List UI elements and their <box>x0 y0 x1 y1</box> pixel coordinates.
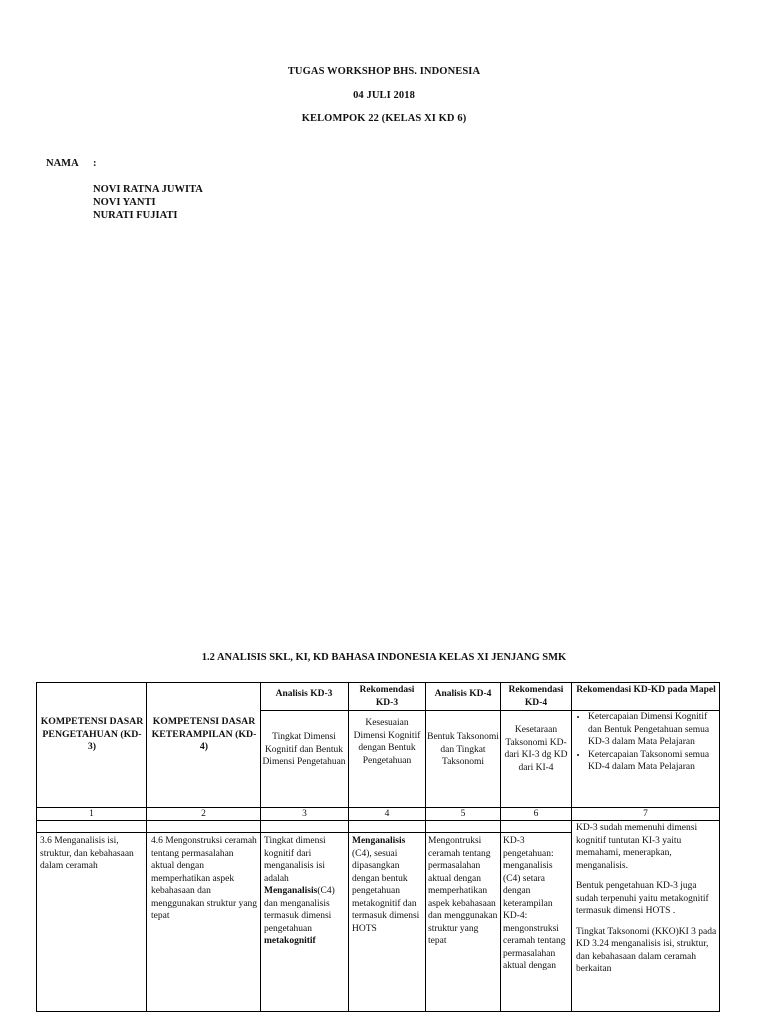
kd4-cell: 4.6 Mengonstruksi ceramah tentang permasalahan aktual dengan memperhatikan aspek kebahasaan dan menggunakan struktur yang tepat <box>151 836 258 921</box>
cell-text-bold: Menganalisis <box>352 836 406 846</box>
column-number: 6 <box>533 809 539 819</box>
analisis-kd4-cell: Mengontruksi ceramah tentang permasalahan aktual dengan memperhatikan aspek kebahasaan dan menggunakan struktur yang tepat <box>428 836 498 946</box>
section-title: 1.2 ANALISIS SKL, KI, KD BAHASA INDONESIA KELAS XI JENJANG SMK <box>201 652 567 663</box>
rekomendasi-kd4-cell: KD-3 pengetahuan: menganalisis (C4) setara dengan keterampilan KD-4: mengonstruksi ceramah tentang permasalahan aktual dengan <box>503 836 566 971</box>
kd3-cell: 3.6 Menganalisis isi, struktur, dan kebahasaan dalam ceramah <box>40 836 134 871</box>
column-number: 5 <box>460 809 466 819</box>
cell-text: (C4), sesuai dipasangkan dengan bentuk pengetahuan metakognitif dan termasuk dimensi HOTS <box>352 848 420 934</box>
header-analisis-kd4: Analisis KD-4 <box>434 689 492 699</box>
rekomendasi-mapel-cell <box>576 822 718 1011</box>
table-border-right <box>719 682 720 1012</box>
cell-text-bold: Menganalisis <box>264 886 318 896</box>
header-analisis-kd3: Analisis KD-3 <box>275 689 333 699</box>
table-border-bottom <box>36 1011 720 1012</box>
subheader-analisis-kd3: Tingkat Dimensi Kognitif dan Bentuk Dimensi Pengetahuan <box>262 732 346 767</box>
group-label: KELOMPOK 22 (KELAS XI KD 6) <box>301 113 467 124</box>
column-number: 1 <box>89 809 94 819</box>
table-divider <box>260 682 261 1012</box>
table-border-left <box>36 682 37 1012</box>
names-label: NAMA <box>46 158 79 169</box>
table-divider <box>500 682 501 1012</box>
paragraph: Bentuk pengetahuan KD-3 juga sudah terpenuhi yaitu metakognitif termasuk dimensi HOTS . <box>576 881 709 916</box>
paragraph: Tingkat Taksonomi (KKO)KI 3 pada KD 3.24 menganalisis isi, struktur, dan kebahasaan dalam ceramah berkaitan <box>576 926 717 974</box>
paragraph: KD-3 sudah memenuhi dimensi kognitif tuntutan KI-3 yaitu memahami, menerapkan, menganalisis. <box>576 823 698 871</box>
table-border-top <box>36 682 720 683</box>
header-kd3: KOMPETENSI DASAR PENGETAHUAN (KD-3) <box>40 716 144 752</box>
subheader-rekomendasi-mapel <box>574 711 718 807</box>
names-colon: : <box>93 158 97 169</box>
table-divider <box>36 832 572 833</box>
member-name: NOVI RATNA JUWITA <box>93 184 203 195</box>
table-divider <box>571 682 572 1012</box>
header-kd4: KOMPETENSI DASAR KETERAMPILAN (KD-4) <box>151 716 257 752</box>
subheader-analisis-kd4: Bentuk Taksonomi dan Tingkat Taksonomi <box>427 732 499 767</box>
table-divider <box>146 682 147 1012</box>
column-number: 7 <box>643 809 648 819</box>
cell-text: Tingkat dimensi kognitif dari menganalisis isi adalah <box>264 836 326 884</box>
member-name: NURATI FUJIATI <box>93 210 178 221</box>
member-list <box>93 183 203 222</box>
member-name: NOVI YANTI <box>93 197 156 208</box>
header-rekomendasi-mapel: Rekomendasi KD-KD pada Mapel <box>576 685 716 695</box>
column-number: 2 <box>201 809 206 819</box>
table-divider <box>36 820 720 821</box>
cell-text: (C4) dan menganalisis termasuk dimensi pengetahuan <box>264 886 335 934</box>
column-number: 4 <box>384 809 390 819</box>
document-date: 04 JULI 2018 <box>353 90 415 101</box>
table-divider <box>348 682 349 1012</box>
header-rekomendasi-kd4: Rekomendasi KD-4 <box>508 685 564 708</box>
subheader-rekomendasi-kd3: Kesesuaian Dimensi Kognitif dengan Bentuk Pengetahuan <box>353 718 421 766</box>
rekomendasi-kd3-cell <box>352 835 424 1011</box>
list-item: • Ketercapaian Dimensi Kognitif dan Bentuk Pengetahuan semua KD-3 dalam Mata Pelajaran <box>588 711 718 749</box>
cell-text-bold: metakognitif <box>264 936 316 946</box>
header-rekomendasi-kd3: Rekomendasi KD-3 <box>359 685 415 708</box>
analisis-kd3-cell <box>264 835 347 1011</box>
table-divider <box>425 682 426 1012</box>
column-number: 3 <box>302 809 307 819</box>
recommendation-list <box>574 711 718 774</box>
subheader-rekomendasi-kd4: Kesetaraan Taksonomi KD-dari KI-3 dg KD dari KI-4 <box>504 725 568 773</box>
list-item: • Ketercapaian Taksonomi semua KD-4 dalam Mata Pelajaran <box>588 749 718 774</box>
document-title: TUGAS WORKSHOP BHS. INDONESIA <box>287 66 481 77</box>
